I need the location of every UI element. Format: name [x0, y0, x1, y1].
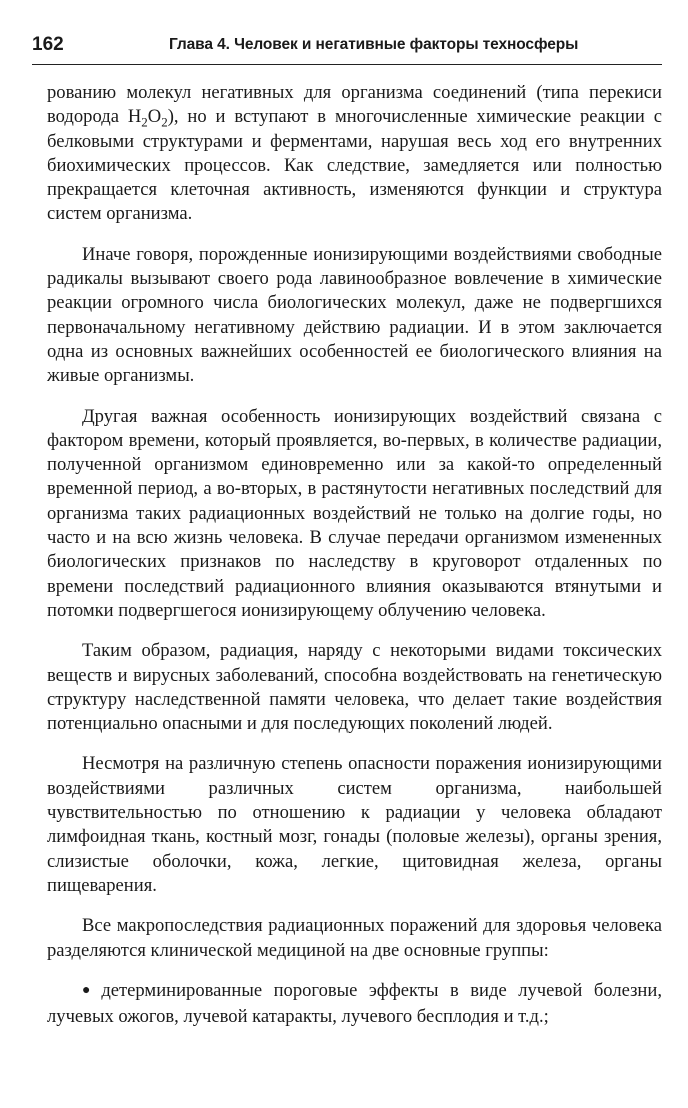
paragraph: Иначе говоря, порожденные ионизирующими воздействиями свободные радикалы вызывают своего рода лавинообразное вовлечение в химические реакции огромного числа биологических молекул, даже не подвергшихся первоначальному негативному действию радиации. И в этом заключается одна из основных важнейших особенностей ее биологического влияния на живые организмы.: [47, 243, 662, 387]
paragraph-text: ), но и вступают в многочисленные химические реакции с белковыми структурами и ферментами, нарушая весь ход его внутренних биохимических процессов. Как следствие, замедляется или полностью прекращается клеточная активность, изменяются функции и структура систем организма.: [47, 106, 662, 225]
bullet-icon: ●: [82, 982, 98, 998]
formula-subscript: 2: [141, 115, 148, 131]
paragraph: Таким образом, радиация, наряду с некоторыми видами токсических веществ и вирусных заболеваний, способна воздействовать на генетическую структуру наследственной памяти человека, что делает такие воздействия потенциально опасными и для последующих поколений людей.: [47, 640, 662, 735]
body-text: [47, 81, 662, 1029]
paragraph: Несмотря на различную степень опасности поражения ионизирующими воздействиями различных систем организма, наибольшей чувствительностью по отношению к радиации у человека обладают лимфоидная ткань, костный мозг, гонады (половые железы), органы зрения, слизистые оболочки, кожа, легкие, щитовидная железа, органы пищеварения.: [47, 753, 662, 896]
formula-subscript: 2: [161, 115, 168, 131]
paragraph-text: рованию молекул негативных для организма соединений (типа перекиси водорода H: [47, 82, 662, 128]
paragraph: Все макропоследствия радиационных поражений для здоровья человека разделяются клинической медициной на две основные группы:: [47, 915, 662, 961]
bullet-text: детерминированные пороговые эффекты в виде лучевой болезни, лучевых ожогов, лучевой катаракты, лучевого бесплодия и т.д.;: [47, 979, 662, 1028]
running-header: [32, 28, 662, 65]
chapter-title: Глава 4. Человек и негативные факторы техносферы: [169, 36, 579, 53]
page-number: 162: [32, 34, 64, 55]
paragraph-continuation: [47, 81, 662, 227]
bullet-list-item: [47, 979, 662, 1030]
paragraph: Другая важная особенность ионизирующих воздействий связана с фактором времени, который проявляется, во-первых, в количестве радиации, полученной организмом единовременно или за какой-то определенный временной период, а во-вторых, в растянутости негативных последствий для организма таких радиационных воздействий не только на долгие годы, но часто и на всю жизнь человека. В случае передачи организмом измененных биологических признаков по наследству в круговорот отдаленных по времени последствий радиационного влияния оказываются втянутыми и потомки подвергшегося ионизирующему облучению человека.: [47, 405, 662, 621]
formula-element: O: [147, 106, 162, 128]
